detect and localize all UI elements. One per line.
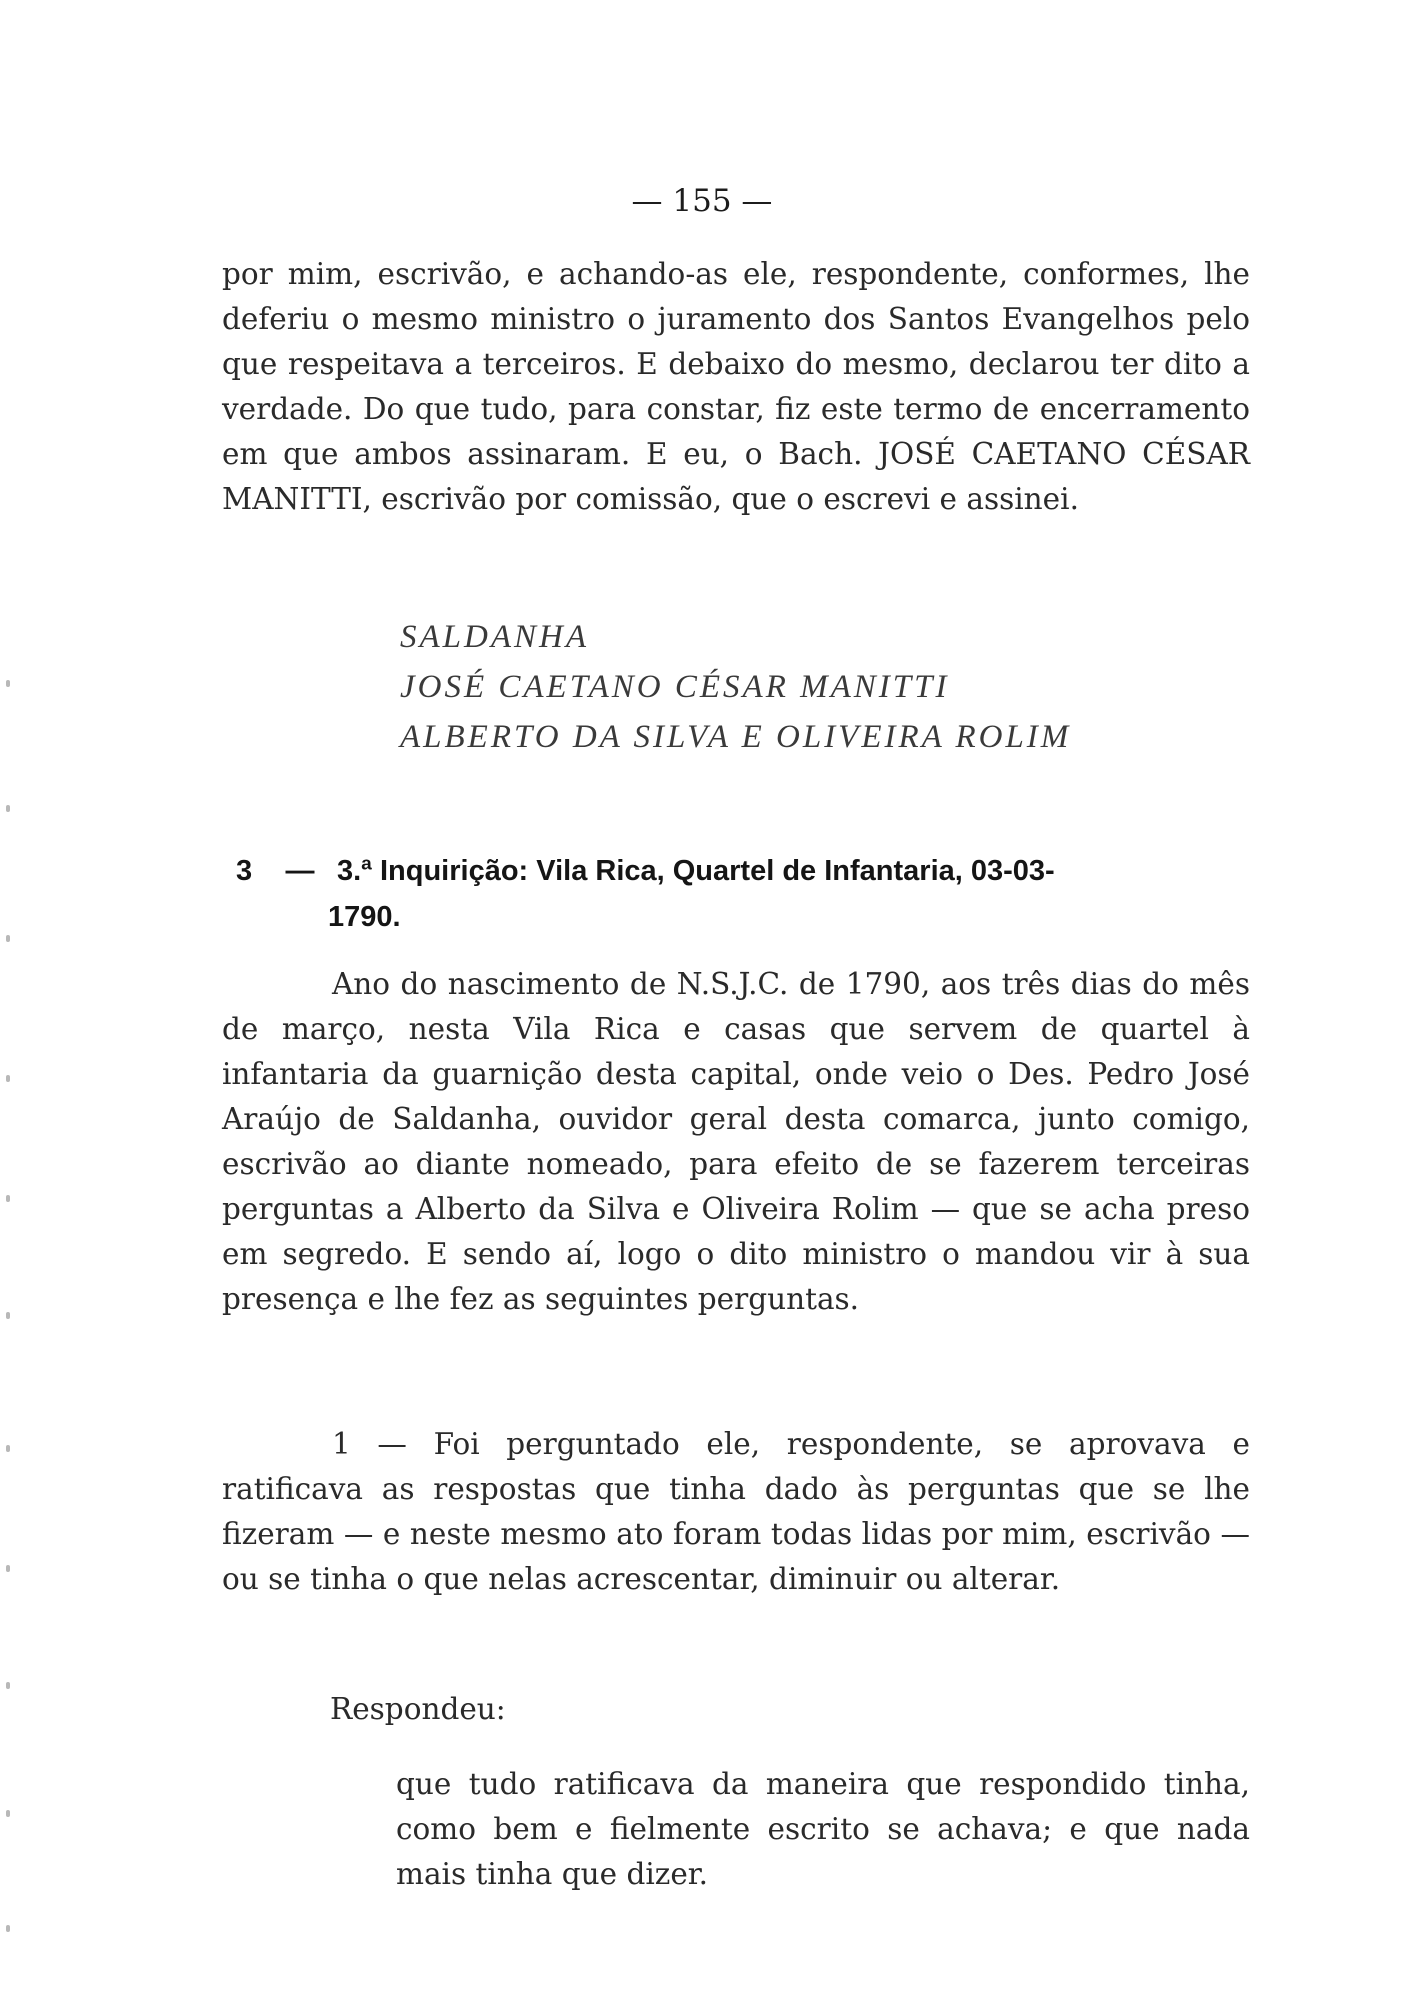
page-number: — 155 — <box>631 183 773 219</box>
answer-label: Respondeu: <box>330 1692 506 1726</box>
signature-block <box>400 612 1200 762</box>
paragraph-inquiry-intro: Ano do nascimento de N.S.J.C. de 1790, aos três dias do mês de março, nesta Vila Rica e casas que servem de quartel à infantaria da guarnição desta capital, onde veio o Des. Pedro José Araújo de Saldanha, ouvidor geral desta comarca, junto comigo, escrivão ao diante nomeado, para efeito de se fazerem terceiras perguntas a Alberto da Silva e Oliveira Rolim — que se acha preso em segredo. E sendo aí, logo o dito ministro o mandou vir à sua presença e lhe fez as seguintes perguntas. <box>222 967 1250 1316</box>
answer-1: que tudo ratificava da maneira que respondido tinha, como bem e fielmente escrito se achava; e que nada mais tinha que dizer. <box>396 1767 1250 1891</box>
signature-saldanha: SALDANHA <box>400 619 589 655</box>
section-title-line2: 1790. <box>328 901 401 933</box>
question-1: 1 — Foi perguntado ele, respondente, se aprovava e ratificava as respostas que tinha dado às perguntas que se lhe fizeram — e neste mesmo ato foram todas lidas por mim, escrivão — ou se tinha o que nelas acrescentar, diminuir ou alterar. <box>222 1427 1250 1596</box>
scan-margin-marks <box>0 0 20 2000</box>
section-number: 3 <box>236 855 253 887</box>
section-heading <box>236 848 1256 940</box>
signature-rolim: ALBERTO DA SILVA E OLIVEIRA ROLIM <box>400 719 1072 755</box>
opening-paragraph: por mim, escrivão, e achando-as ele, respondente, conformes, lhe deferiu o mesmo ministro o juramento dos Santos Evangelhos pelo que respeitava a terceiros. E debaixo do mesmo, declarou ter dito a verdade. Do que tudo, para constar, fiz este termo de encerramento em que ambos assinaram. E eu, o Bach. JOSÉ CAETANO CÉSAR MANITTI, escrivão por comissão, que o escrevi e assinei. <box>222 257 1250 516</box>
signature-manitti: JOSÉ CAETANO CÉSAR MANITTI <box>400 669 950 705</box>
section-dash: — <box>285 855 315 887</box>
section-title-line1: 3.ª Inquirição: Vila Rica, Quartel de Infantaria, 03-03- <box>337 855 1055 887</box>
